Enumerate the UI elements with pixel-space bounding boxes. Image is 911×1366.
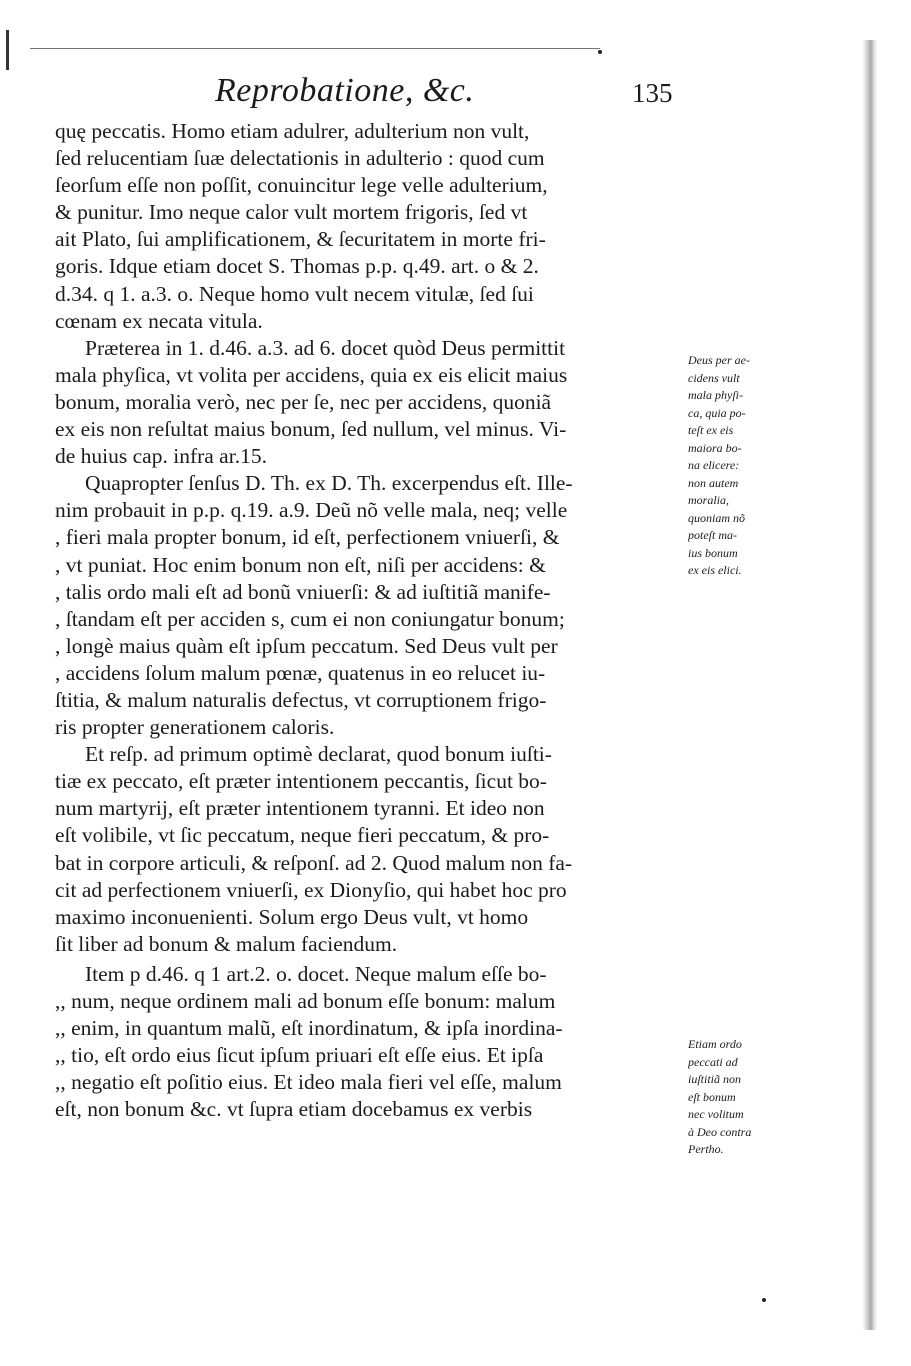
text-line: bat in corpore articuli, & reſponſ. ad 2. Quod malum non fa- xyxy=(55,850,573,875)
text-line: ſtitia, & malum naturalis defectus, vt corruptionem frigo- xyxy=(55,687,547,712)
page-number: 135 xyxy=(632,78,673,108)
text-line: tiæ ex peccato, eſt præter intentionem peccantis, ſicut bo- xyxy=(55,769,547,794)
text-line: & punitur. Imo neque calor vult mortem frigoris, ſed vt xyxy=(55,200,528,225)
ink-speck xyxy=(762,1298,766,1302)
text-line: ,, negatio eſt poſitio eius. Et ideo mala fieri vel eſſe, malum xyxy=(55,1070,562,1095)
margin-note-line: na elicere: xyxy=(688,458,740,472)
text-line: quę peccatis. Homo etiam adulrer, adulterium non vult, xyxy=(55,119,530,143)
text-line: ſeorſum eſſe non poſſit, conuincitur lege velle adulterium, xyxy=(55,173,548,198)
margin-note-line: ca, quia po- xyxy=(688,405,746,420)
text-line: cœnam ex necata vitula. xyxy=(55,308,263,333)
body-text xyxy=(55,118,685,1123)
margin-note-line: non autem xyxy=(688,475,739,490)
margin-note-line: teſt ex eis xyxy=(688,423,734,437)
text-line: , vt puniat. Hoc enim bonum non eſt, niſi per accidens: & xyxy=(55,552,546,577)
text-line: num martyrij, eſt præter intentionem tyranni. Et ideo non xyxy=(55,796,545,821)
margin-note-line: Pertho. xyxy=(688,1142,724,1156)
running-title: Reprobatione, &c. xyxy=(215,72,475,109)
margin-note-line: cidens vult xyxy=(688,370,740,385)
margin-note-line: moralia, xyxy=(688,493,730,507)
margin-note-etiam-ordo xyxy=(688,1036,818,1159)
text-line: eſt, non bonum &c. vt ſupra etiam docebamus ex verbis xyxy=(55,1097,533,1122)
margin-note-line: eſt bonum xyxy=(688,1089,736,1104)
margin-note-line: quoniam nõ xyxy=(688,510,745,525)
text-line: ris propter generationem caloris. xyxy=(55,715,335,740)
margin-note-line: iuſtitiã non xyxy=(688,1072,742,1086)
text-line: maximo inconuenienti. Solum ergo Deus vult, vt homo xyxy=(55,904,529,929)
margin-note-deus-per-accidens xyxy=(688,352,818,580)
paragraph-start-line: Item p d.46. q 1 art.2. o. docet. Neque malum eſſe bo- xyxy=(85,961,547,986)
text-line: ,, num, neque ordinem mali ad bonum eſſe bonum: malum xyxy=(55,989,556,1013)
text-line: ,, enim, in quantum malũ, eſt inordinatum, & ipſa inordina- xyxy=(55,1016,563,1041)
text-line: ait Plato, ſui amplificationem, & ſecuritatem in morte fri- xyxy=(55,227,546,252)
text-line: , longè maius quàm eſt ipſum peccatum. Sed Deus vult per xyxy=(55,633,558,658)
text-line: ſed relucentiam ſuæ delectationis in adulterio : quod cum xyxy=(55,146,545,171)
paragraph-start-line: Præterea in 1. d.46. a.3. ad 6. docet quòd Deus permittit xyxy=(85,335,566,360)
text-line: cit ad perfectionem vniuerſi, ex Dionyſio, qui habet hoc pro xyxy=(55,877,567,902)
text-line: , accidens ſolum malum pœnæ, quatenus in eo relucet iu- xyxy=(55,660,546,685)
margin-note-line: ius bonum xyxy=(688,545,738,560)
margin-note-line: Deus per ae- xyxy=(688,353,750,367)
text-line: nim probauit in p.p. q.19. a.9. Deũ nõ velle mala, neq; velle xyxy=(55,498,568,523)
right-binding-edge xyxy=(862,40,878,1330)
paragraph-start-line: Quapropter ſenſus D. Th. ex D. Th. excerpendus eſt. Ille- xyxy=(85,471,573,496)
text-line: , talis ordo mali eſt ad bonũ vniuerſi: & ad iuſtitiã manife- xyxy=(55,579,551,604)
text-line: d.34. q 1. a.3. o. Neque homo vult necem vitulæ, ſed ſui xyxy=(55,281,534,306)
margin-note-line: ex eis elici. xyxy=(688,563,742,577)
text-line: , ſtandam eſt per acciden s, cum ei non coniungatur bonum; xyxy=(55,606,565,631)
margin-note-line: nec volitum xyxy=(688,1107,744,1121)
text-line: ,, tio, eſt ordo eius ſicut ipſum priuari eſt eſſe eius. Et ipſa xyxy=(55,1043,544,1068)
margin-note-line: peccati ad xyxy=(688,1054,738,1069)
text-line: , fieri mala propter bonum, id eſt, perfectionem vniuerſi, & xyxy=(55,525,560,550)
text-line: ex eis non reſultat maius bonum, ſed nullum, vel minus. Vi- xyxy=(55,417,567,442)
margin-note-line: maiora bo- xyxy=(688,440,742,455)
margin-note-line: Etiam ordo xyxy=(688,1037,742,1051)
top-rule xyxy=(30,48,600,49)
text-line: eſt volibile, vt ſic peccatum, neque fieri peccatum, & pro- xyxy=(55,823,550,848)
text-line: de huius cap. infra ar.15. xyxy=(55,444,267,469)
margin-note-line: à Deo contra xyxy=(688,1124,752,1139)
ink-speck xyxy=(598,50,602,54)
margin-note-line: poteſt ma- xyxy=(688,528,737,542)
margin-note-line: mala phyſi- xyxy=(688,388,743,402)
paragraph-start-line: Et reſp. ad primum optimè declarat, quod bonum iuſti- xyxy=(85,742,552,767)
text-line: bonum, moralia verò, nec per ſe, nec per accidens, quoniã xyxy=(55,389,552,414)
text-line: ſit liber ad bonum & malum faciendum. xyxy=(55,931,398,956)
text-line: goris. Idque etiam docet S. Thomas p.p. q.49. art. o & 2. xyxy=(55,254,539,279)
left-scan-edge xyxy=(6,30,9,70)
text-line: mala phyſica, vt volita per accidens, quia ex eis elicit maius xyxy=(55,362,568,387)
